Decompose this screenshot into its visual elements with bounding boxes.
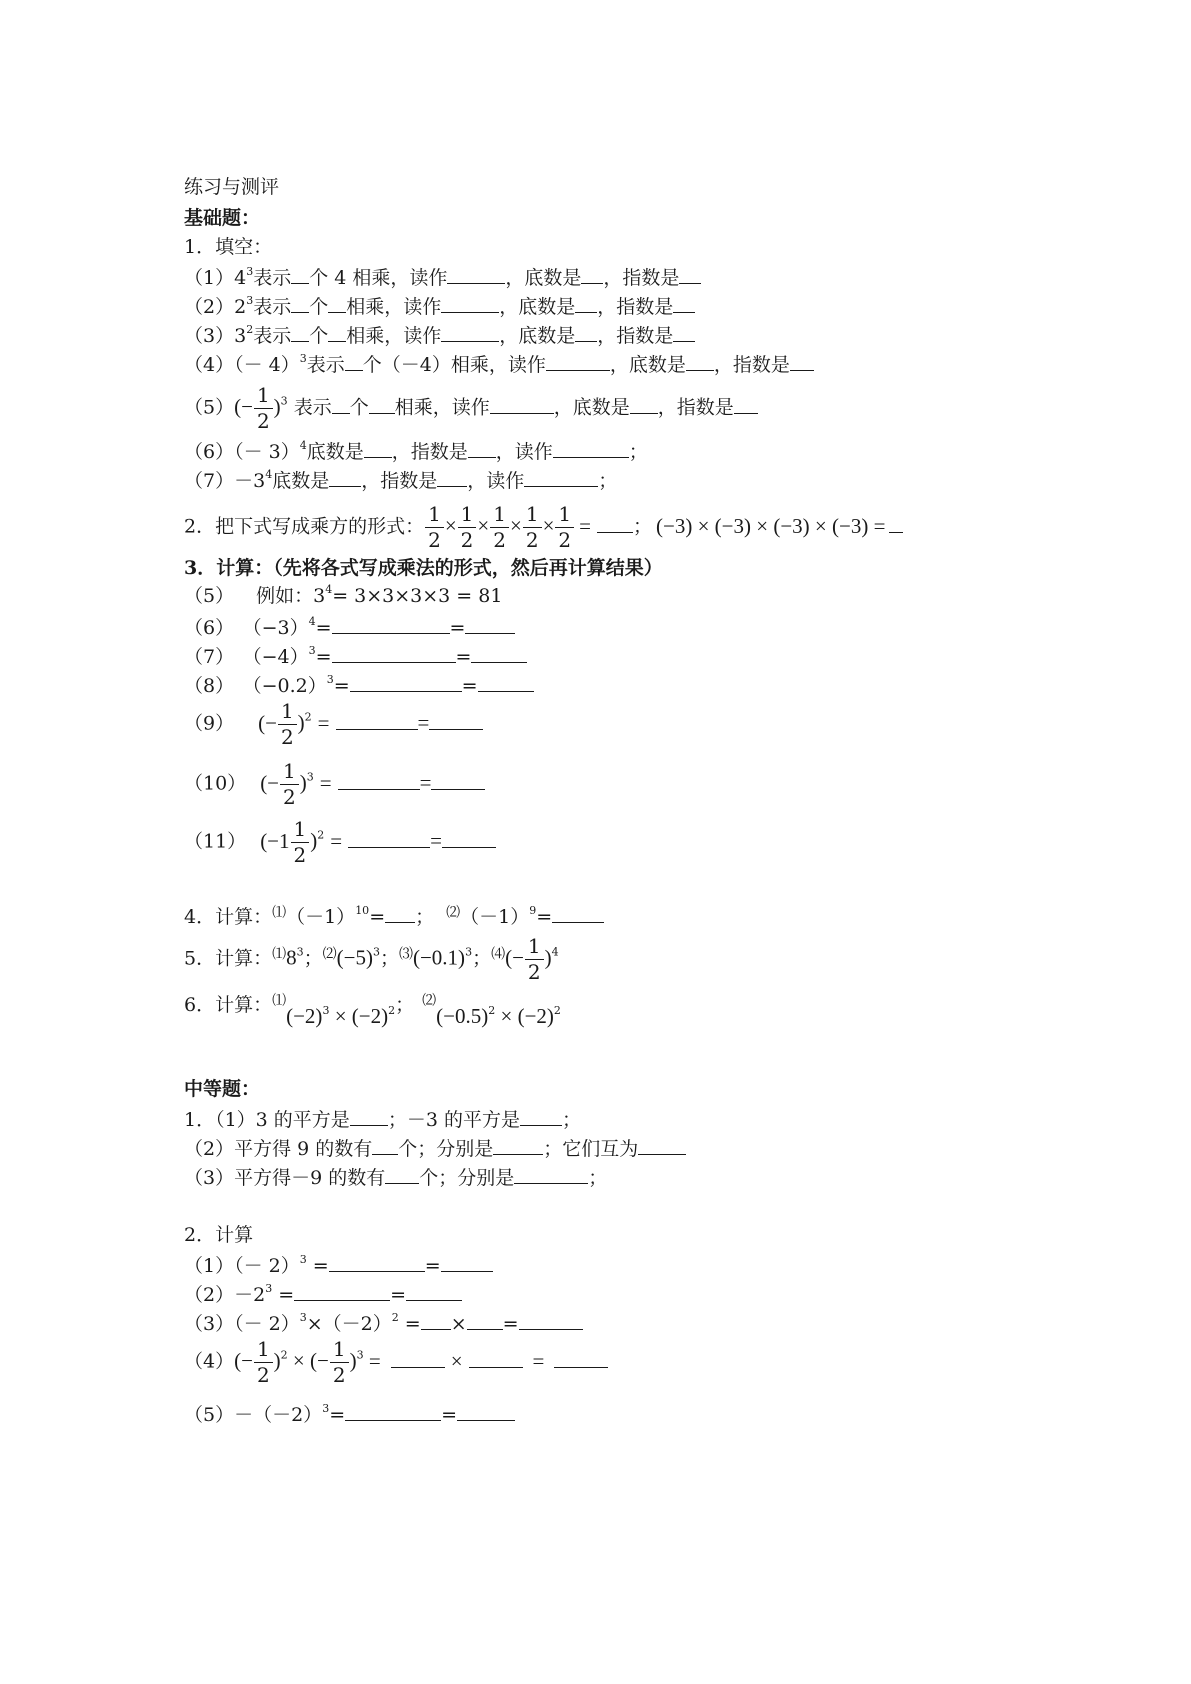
- answer-blank[interactable]: [328, 296, 346, 313]
- answer-blank[interactable]: [421, 1313, 451, 1330]
- answer-blank[interactable]: [457, 1404, 515, 1421]
- medium-q1-line-2: （2）平方得 9 的数有 个；分别是 ；它们互为: [184, 1138, 686, 1159]
- medium-q1-line-3: （3）平方得－9 的数有 个；分别是 ；: [184, 1167, 608, 1189]
- answer-blank[interactable]: [467, 1313, 503, 1330]
- answer-blank[interactable]: [437, 470, 467, 487]
- q3-item-10: （10） (− $\frac{1}{2}$ )$^3$ = =: [184, 760, 485, 809]
- q3-title: 3．计算：（先将各式写成乘法的形式，然后再计算结果）: [184, 557, 663, 579]
- answer-blank[interactable]: [431, 773, 485, 790]
- answer-blank[interactable]: [554, 1351, 608, 1368]
- answer-blank[interactable]: [490, 397, 554, 414]
- medium-q2-item-2: $(2)-2^3$ = =: [184, 1284, 462, 1305]
- q2-line: 2．把下式写成乘方的形式： $\frac{1}{2}$ × $\frac{1}{2}$ × $\frac{1}{2}$ × $\frac{1}{2}$ × $\frac{1}{2}$ = ； (−3) × (−3) × (−3) × (−3) =: [184, 503, 903, 552]
- answer-blank[interactable]: [372, 1138, 398, 1155]
- answer-blank[interactable]: [524, 470, 598, 487]
- q3-item-7: （7） $(-4)^3=$ =: [184, 646, 527, 667]
- answer-blank[interactable]: [391, 1351, 445, 1368]
- answer-blank[interactable]: [630, 397, 658, 414]
- fraction: $\frac{1}{2}$: [330, 1338, 349, 1387]
- answer-blank[interactable]: [441, 296, 499, 313]
- answer-blank[interactable]: [552, 906, 604, 923]
- fraction: $\frac{1}{2}$: [555, 503, 574, 552]
- answer-blank[interactable]: [350, 675, 462, 692]
- q1-item-4: $(4)(- 4)^3$表示 个（－4）相乘，读作 ，底数是 ，指数是: [184, 354, 814, 375]
- answer-blank[interactable]: [790, 354, 814, 371]
- answer-blank[interactable]: [514, 1167, 588, 1184]
- answer-blank[interactable]: [471, 646, 527, 663]
- q3-item-11: （11） (−1 $\frac{1}{2}$ )$^2$ = =: [184, 818, 496, 867]
- answer-blank[interactable]: [441, 325, 499, 342]
- medium-q2-item-1: $(1)(- 2)^3$ = =: [184, 1255, 493, 1276]
- q1-item-6: $(6)(- 3)^4$底数是 ，指数是 ，读作 ；: [184, 439, 648, 463]
- answer-blank[interactable]: [345, 1404, 441, 1421]
- q1-item-1: $(1)4^3$表示 个 4 相乘，读作 ，底数是 ，指数是: [184, 267, 701, 288]
- answer-blank[interactable]: [336, 713, 418, 730]
- fraction: $\frac{1}{2}$: [254, 1338, 273, 1387]
- fraction: $\frac{1}{2}$: [523, 503, 542, 552]
- answer-blank[interactable]: [442, 831, 496, 848]
- answer-blank[interactable]: [332, 646, 456, 663]
- answer-blank[interactable]: [889, 516, 903, 533]
- answer-blank[interactable]: [447, 267, 505, 284]
- answer-blank[interactable]: [364, 441, 392, 458]
- answer-blank[interactable]: [638, 1138, 686, 1155]
- fraction: $\frac{1}{2}$: [525, 935, 544, 984]
- q3-example: （5） 例如：$3^4= 3\times 3\times 3\times 3 = 81$: [184, 583, 503, 607]
- medium-q1-line-1: 1．（1）3 的平方是 ；－3 的平方是 ；: [184, 1109, 581, 1131]
- q3-item-6: （6） $(-3)^4=$ =: [184, 617, 515, 638]
- fraction: $\frac{1}{2}$: [458, 503, 477, 552]
- fraction: $\frac{1}{2}$: [490, 503, 509, 552]
- medium-q2-item-4: （4）(− $\frac{1}{2}$ )$^2$ × (− $\frac{1}{2}$ )$^3$ = × =: [184, 1338, 608, 1387]
- answer-blank[interactable]: [478, 675, 534, 692]
- answer-blank[interactable]: [345, 354, 363, 371]
- answer-blank[interactable]: [679, 267, 701, 284]
- answer-blank[interactable]: [469, 1351, 523, 1368]
- answer-blank[interactable]: [385, 906, 415, 923]
- answer-blank[interactable]: [329, 470, 361, 487]
- answer-blank[interactable]: [441, 1255, 493, 1272]
- answer-blank[interactable]: [520, 1109, 562, 1126]
- answer-blank[interactable]: [429, 713, 483, 730]
- answer-blank[interactable]: [294, 1284, 390, 1301]
- answer-blank[interactable]: [350, 1109, 388, 1126]
- answer-blank[interactable]: [519, 1313, 583, 1330]
- fraction: $\frac{1}{2}$: [278, 700, 297, 749]
- q6-line: 6．计算：$^⑴(-2)^3 \times (-2)^2$； $^⑵(-0.5)^2 \times (-2)^2$: [184, 993, 561, 1028]
- medium-q2-title: 2．计算: [184, 1224, 254, 1246]
- answer-blank[interactable]: [686, 354, 714, 371]
- answer-blank[interactable]: [673, 325, 695, 342]
- answer-blank[interactable]: [465, 617, 515, 634]
- answer-blank[interactable]: [329, 1255, 425, 1272]
- q1-item-5: （5）(− $\frac{1}{2}$ )$^3$ 表示 个 相乘，读作 ，底数是 ，指数是: [184, 384, 758, 433]
- answer-blank[interactable]: [291, 325, 309, 342]
- answer-blank[interactable]: [597, 516, 633, 533]
- answer-blank[interactable]: [328, 325, 346, 342]
- answer-blank[interactable]: [291, 267, 309, 284]
- answer-blank[interactable]: [575, 296, 597, 313]
- q5-line: 5．计算：$^⑴8^3$；$^⑵(-5)^3$；$^⑶(-0.1)^3$；⑷(− $\frac{1}{2}$ )$^4$: [184, 934, 559, 984]
- answer-blank[interactable]: [468, 441, 496, 458]
- answer-blank[interactable]: [291, 296, 309, 313]
- answer-blank[interactable]: [673, 296, 695, 313]
- answer-blank[interactable]: [546, 354, 610, 371]
- answer-blank[interactable]: [369, 397, 395, 414]
- q1-item-7: $(7)-3^4$底数是 ，指数是 ，读作 ；: [184, 468, 618, 492]
- section-heading-basic: 基础题：: [184, 207, 261, 229]
- fraction: $\frac{1}{2}$: [425, 503, 444, 552]
- answer-blank[interactable]: [348, 831, 430, 848]
- answer-blank[interactable]: [734, 397, 758, 414]
- answer-blank[interactable]: [575, 325, 597, 342]
- q3-item-9: （9） (− $\frac{1}{2}$ )$^2$ = =: [184, 700, 483, 749]
- answer-blank[interactable]: [553, 441, 629, 458]
- page-title: 练习与测评: [184, 176, 280, 198]
- medium-q2-item-5: $(5)-(-2)^3=$ =: [184, 1404, 515, 1425]
- answer-blank[interactable]: [338, 773, 420, 790]
- answer-blank[interactable]: [332, 617, 450, 634]
- q3-item-8: （8） $(-0.2)^3=$ =: [184, 675, 534, 696]
- answer-blank[interactable]: [493, 1138, 543, 1155]
- q1-item-2: $(2)2^3$表示 个 相乘，读作 ，底数是 ，指数是: [184, 296, 695, 317]
- answer-blank[interactable]: [406, 1284, 462, 1301]
- answer-blank[interactable]: [581, 267, 603, 284]
- q1-title: 1．填空：: [184, 236, 273, 258]
- fraction: $\frac{1}{2}$: [280, 760, 299, 809]
- answer-blank[interactable]: [385, 1167, 419, 1184]
- q1-item-3: $(3)3^2$表示 个 相乘，读作 ，底数是 ，指数是: [184, 325, 695, 346]
- answer-blank[interactable]: [332, 397, 350, 414]
- fraction: $\frac{1}{2}$: [291, 818, 310, 867]
- q4-line: 4．计算：$^⑴(-1)^{10}=$ ； $^⑵(-1)^9=$: [184, 906, 604, 927]
- medium-q2-item-3: $(3)(- 2)^3\times(-2)^2$ = × =: [184, 1313, 583, 1334]
- fraction: $\frac{1}{2}$: [254, 384, 273, 433]
- section-heading-medium: 中等题：: [184, 1078, 261, 1100]
